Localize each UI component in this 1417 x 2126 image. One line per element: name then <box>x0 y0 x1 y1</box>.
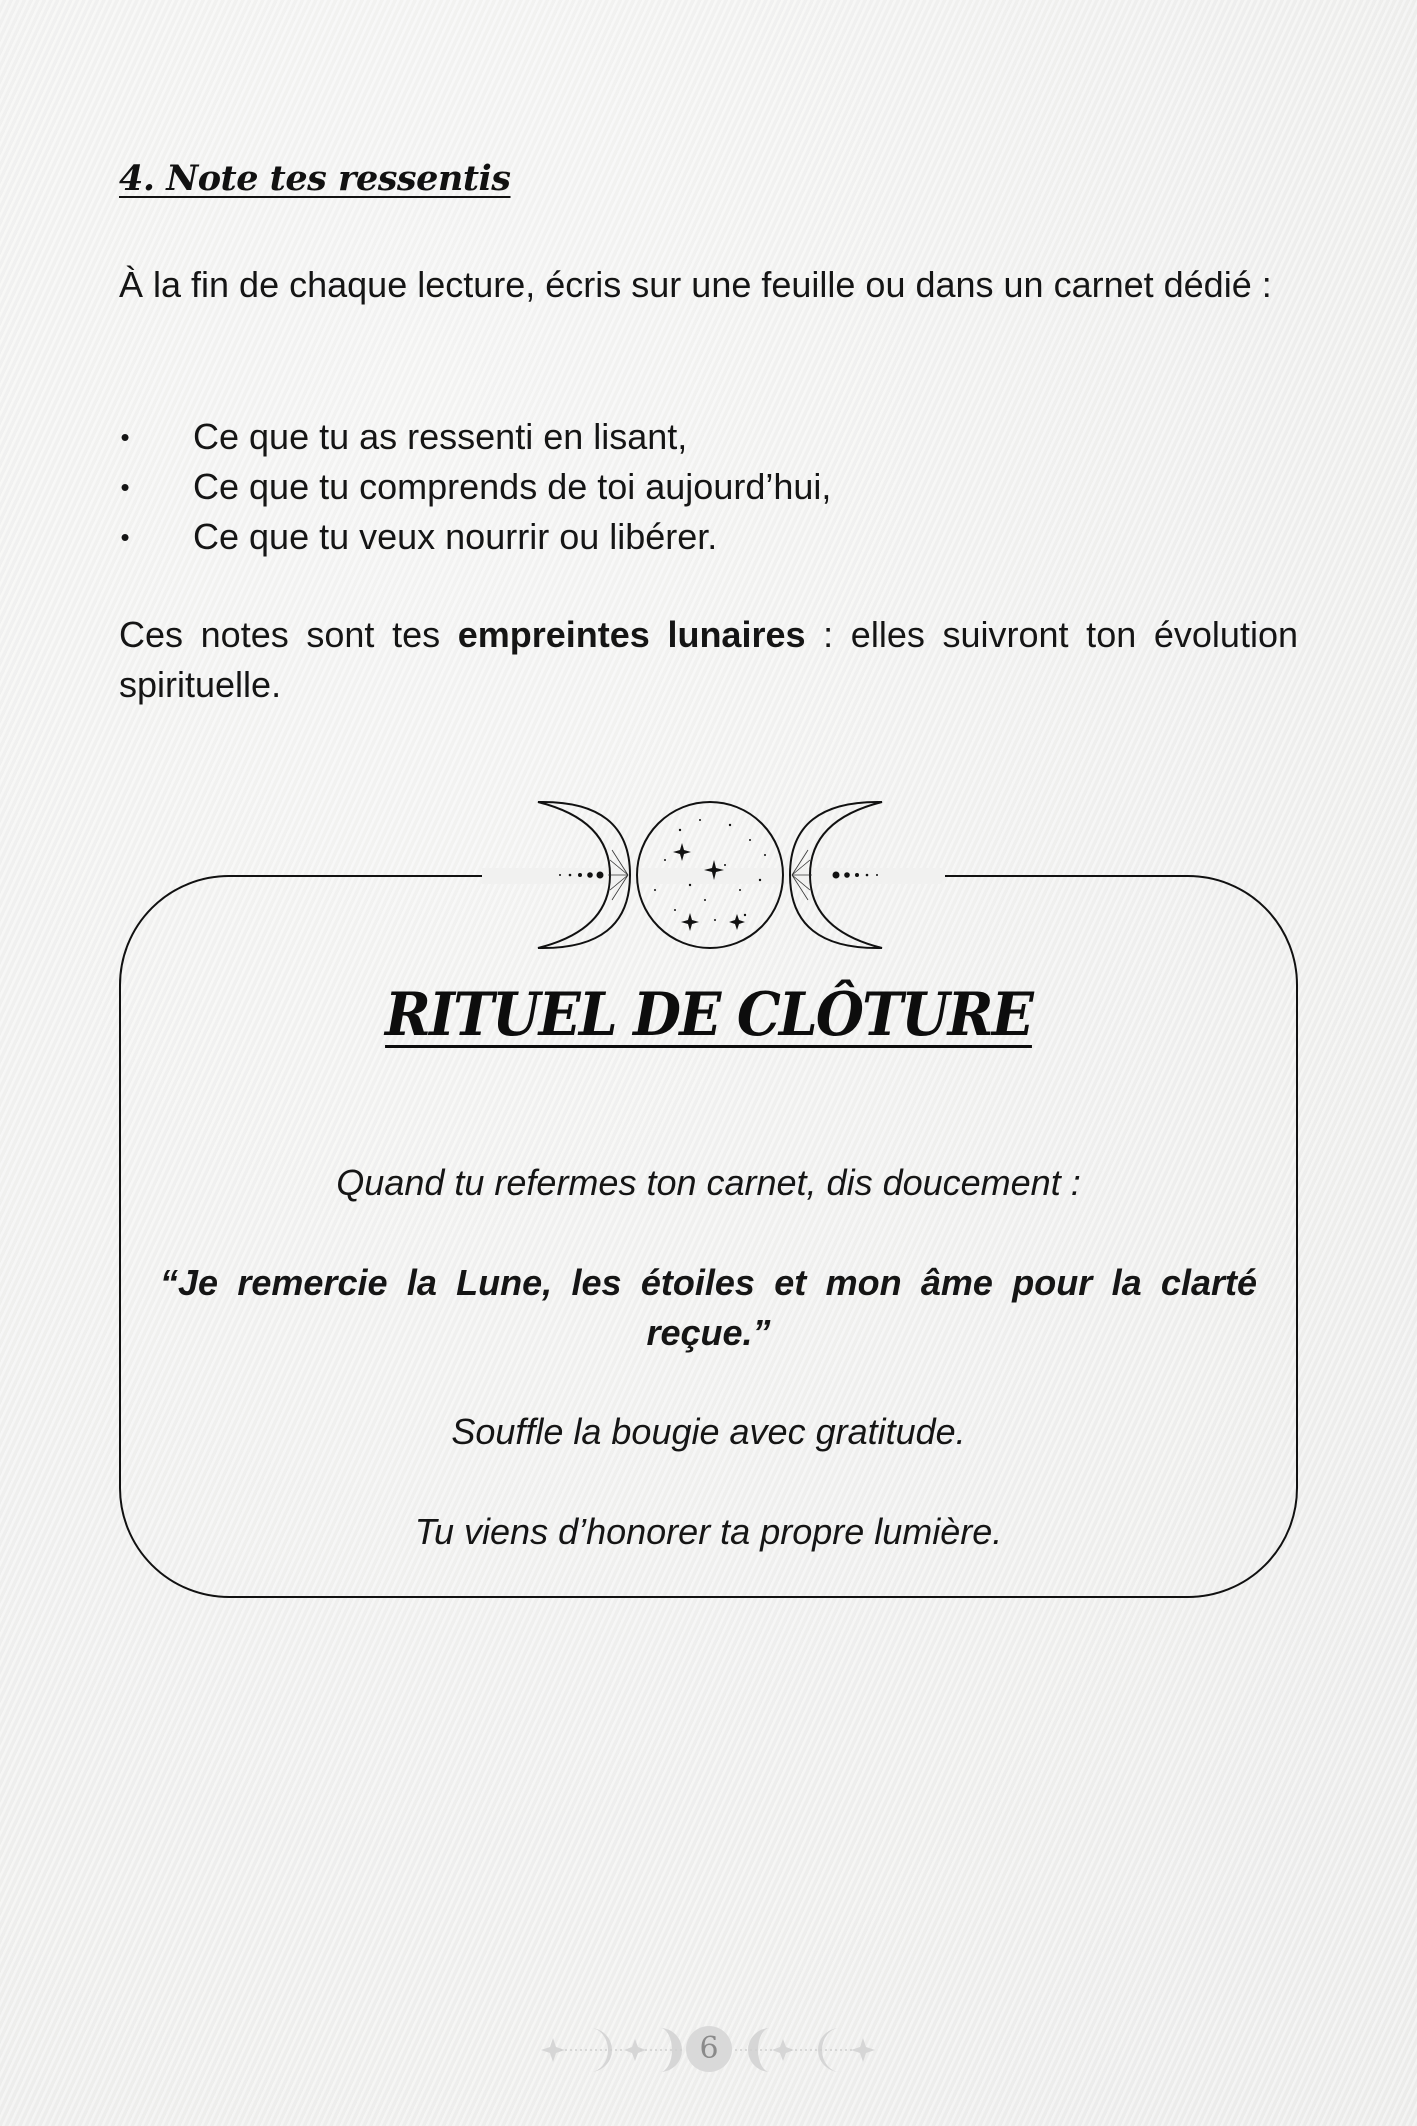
bullet-icon: • <box>120 472 130 502</box>
list-item: • Ce que tu comprends de toi aujourd’hui, <box>119 462 831 512</box>
bullet-icon: • <box>120 422 130 452</box>
emphasis-text: empreintes lunaires <box>457 614 806 655</box>
section-heading: 4. Note tes ressentis <box>119 158 511 199</box>
ritual-instruction: Quand tu refermes ton carnet, dis doucement : <box>336 1162 1081 1203</box>
ritual-line-candle: Souffle la bougie avec gratitude. <box>451 1411 966 1452</box>
list-item: • Ce que tu veux nourrir ou libérer. <box>119 512 831 562</box>
page-number: 6 <box>686 2026 732 2072</box>
triple-moon-icon <box>500 790 920 960</box>
reflection-list <box>119 412 831 562</box>
ritual-title: RITUEL DE CLÔTURE <box>385 980 1032 1050</box>
bullet-icon: • <box>120 522 130 552</box>
ritual-line-closing: Tu viens d’honorer ta propre lumière. <box>414 1511 1003 1552</box>
list-item: • Ce que tu as ressenti en lisant, <box>119 412 831 462</box>
ritual-quote: “Je remercie la Lune, les étoiles et mon âme pour la clarté reçue.” <box>160 1262 1257 1353</box>
outro-paragraph: Ces notes sont tes empreintes lunaires : elles suivront ton évolution spirituelle. <box>119 614 1298 705</box>
intro-paragraph: À la fin de chaque lecture, écris sur une feuille ou dans un carnet dédié : <box>119 264 1272 305</box>
